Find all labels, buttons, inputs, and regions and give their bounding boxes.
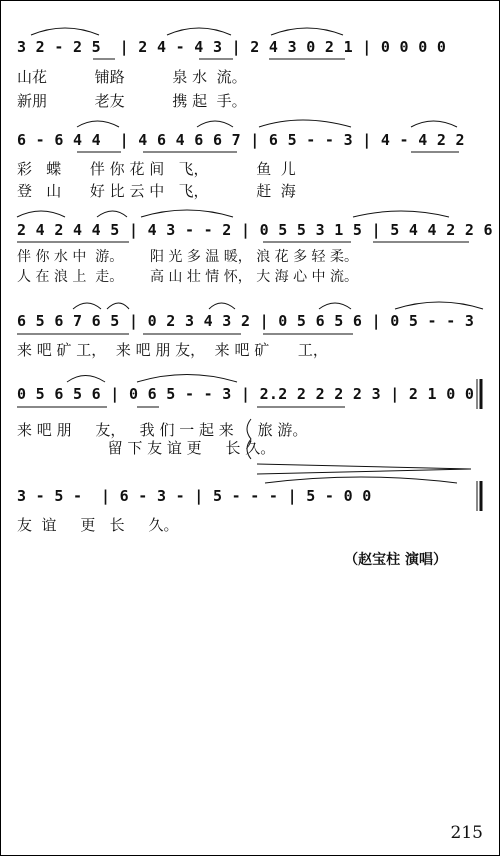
slur-mark [67,376,105,383]
lyric-line-1a: 山花 铺路 泉 水 流。 [17,68,247,86]
decrescendo-mark [257,469,471,474]
slur-mark [353,211,449,217]
slur-mark [167,28,231,35]
slur-mark [73,303,101,309]
lyric-line-3b: 人 在 浪 上 走。 高 山 壮 情 怀， 大 海 心 中 流。 [17,269,359,285]
slur-mark [395,302,483,309]
slur-mark [141,210,233,217]
slur-mark [271,28,343,35]
slur-mark [319,303,351,309]
slur-mark [17,211,65,217]
lyric-line-5a: 来 吧 朋 友， 我 们 一 起 来 旅 游。 [17,421,308,439]
notation-line-4: 6 5 6 7 6 5 | 0 2 3 4 3 2 | 0 5 6 5 6 | 0 5 - - 3 [17,312,475,330]
lyric-line-2a: 彩 蝶 伴 你 花 间 飞， 鱼 儿 [17,160,296,178]
lyric-line-2b: 登 山 好 比 云 中 飞， 赶 海 [17,182,296,200]
slur-mark [77,121,119,127]
notation-line-5: 0 5 6 5 6 | 0 6 5 - - 3 | 2.2 2 2 2 2 3 | 2 1 0 0 [17,385,475,403]
page-number: 215 [450,823,483,843]
notation-line-3: 2 4 2 4 4 5 | 4 3 - - 2 | 0 5 5 3 1 5 | 5 4 4 2 2 6 [17,221,493,239]
lyric-line-4a: 来 吧 矿 工， 来 吧 朋 友， 来 吧 矿 工， [17,341,328,359]
slur-mark [137,375,237,383]
slur-mark [411,121,457,127]
notation-line-6: 3 - 5 - | 6 - 3 - | 5 - - - | 5 - 0 0 [17,487,372,505]
notation-line-1: 3 2 - 2 5 | 2 4 - 4 3 | 2 4 3 0 2 1 | 0 0 0 0 [17,38,447,56]
slur-mark [31,28,99,35]
slur-mark [209,303,235,309]
notation-line-2: 6 - 6 4 4 | 4 6 4 6 6 7 | 6 5 - - 3 | 4 - 4 2 2 [17,131,465,149]
slur-mark [97,211,127,217]
lyric-line-5b: 留 下 友 谊 更 长 久。 [17,439,276,457]
lyric-line-3a: 伴 你 水 中 游。 阳 光 多 温 暖， 浪 花 多 轻 柔。 [17,249,359,265]
slur-mark [259,120,351,127]
slur-mark [197,121,233,127]
slur-mark [107,303,129,309]
decrescendo-mark [257,464,471,469]
slur-mark [265,477,457,483]
performer-credit: （赵宝柱 演唱） [344,552,447,568]
lyric-line-1b: 新朋 老友 携 起 手。 [17,92,247,110]
lyric-line-6a: 友 谊 更 长 久。 [17,516,179,534]
